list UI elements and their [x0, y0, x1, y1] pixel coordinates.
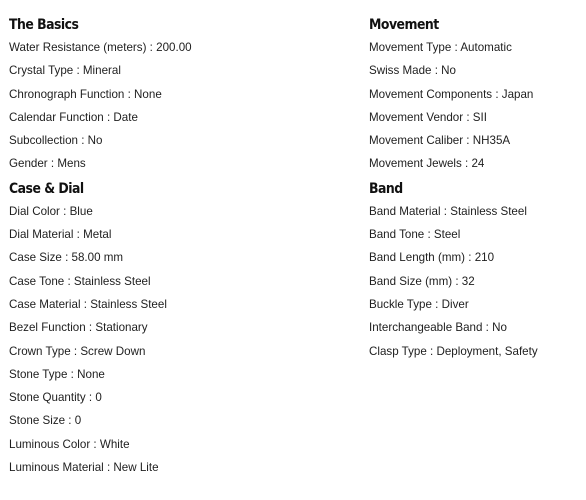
spec-row: [369, 129, 584, 152]
spec-value: Mineral: [82, 64, 121, 78]
spec-separator: :: [431, 297, 442, 311]
spec-label: Chronograph Function: [9, 87, 125, 101]
spec-value: White: [99, 437, 130, 451]
spec-separator: :: [463, 134, 473, 148]
spec-list: [369, 36, 584, 176]
spec-separator: :: [73, 228, 84, 242]
spec-label: Stone Size: [9, 414, 66, 428]
spec-separator: :: [80, 297, 91, 311]
spec-separator: :: [47, 157, 58, 171]
section-band: [369, 178, 584, 363]
spec-separator: :: [90, 437, 100, 451]
spec-label: Band Tone: [369, 228, 425, 242]
spec-value: 200.00: [156, 41, 192, 54]
spec-separator: :: [452, 274, 462, 288]
spec-value: None: [77, 367, 105, 381]
spec-label: Interchangeable Band: [369, 321, 483, 335]
spec-label: Movement Caliber: [369, 134, 464, 148]
spec-row: [369, 83, 584, 106]
spec-separator: :: [465, 251, 475, 265]
spec-value: Diver: [441, 297, 469, 311]
spec-row: [369, 316, 584, 339]
spec-label: Water Resistance (meters): [9, 41, 147, 54]
spec-label: Dial Material: [9, 228, 74, 242]
spec-row: [9, 129, 359, 152]
section-heading: Case & Dial: [9, 180, 84, 197]
spec-separator: :: [61, 251, 72, 265]
spec-label: Movement Jewels: [369, 157, 462, 171]
spec-value: None: [134, 87, 162, 101]
spec-row: [369, 270, 584, 293]
spec-value: 24: [471, 157, 485, 171]
spec-value: Stainless Steel: [90, 297, 167, 311]
spec-list: [9, 200, 359, 480]
spec-separator: :: [124, 87, 135, 101]
spec-value: Deployment, Safety: [436, 344, 538, 358]
spec-label: Movement Vendor: [369, 110, 464, 124]
spec-row: [9, 36, 359, 59]
spec-label: Crown Type: [9, 344, 71, 358]
spec-row: [9, 433, 359, 456]
spec-row: [369, 152, 584, 175]
spec-list: [369, 200, 584, 363]
spec-row: [369, 223, 584, 246]
spec-value: 210: [474, 251, 495, 265]
section-case-dial: [9, 178, 359, 480]
spec-separator: :: [64, 274, 74, 288]
spec-separator: :: [65, 414, 75, 428]
spec-value: Mens: [57, 157, 86, 171]
spec-separator: :: [85, 321, 96, 335]
spec-value: Stainless Steel: [73, 274, 151, 288]
spec-separator: :: [440, 204, 451, 218]
spec-value: Japan: [501, 87, 534, 101]
spec-row: [9, 456, 359, 479]
spec-value: Screw Down: [80, 344, 146, 358]
spec-row: [9, 386, 359, 409]
spec-label: Band Size (mm): [369, 274, 453, 288]
spec-separator: :: [463, 110, 473, 124]
spec-list: [9, 36, 359, 176]
spec-label: Bezel Function: [9, 321, 86, 335]
spec-row: [369, 200, 584, 223]
spec-label: Case Size: [9, 251, 62, 265]
spec-row: [369, 59, 584, 82]
spec-separator: :: [70, 344, 81, 358]
spec-value: 32: [461, 274, 475, 288]
spec-label: Luminous Material: [9, 461, 104, 475]
spec-value: No: [441, 64, 456, 78]
spec-label: Calendar Function: [9, 110, 104, 124]
spec-value: Metal: [83, 228, 112, 242]
spec-row: [9, 59, 359, 82]
spec-value: NH35A: [472, 134, 511, 148]
spec-row: [9, 340, 359, 363]
right-column: [369, 0, 584, 363]
left-column: [9, 0, 359, 479]
spec-separator: :: [77, 134, 88, 148]
section-movement: [369, 14, 584, 176]
spec-row: [9, 223, 359, 246]
spec-row: [9, 106, 359, 129]
spec-row: [9, 246, 359, 269]
spec-value: No: [492, 321, 507, 335]
spec-label: Movement Type: [369, 41, 452, 54]
spec-row: [369, 106, 584, 129]
spec-separator: :: [482, 321, 493, 335]
spec-separator: :: [451, 41, 461, 54]
spec-value: Date: [113, 110, 138, 124]
spec-label: Clasp Type: [369, 344, 427, 358]
spec-row: [369, 36, 584, 59]
spec-separator: :: [59, 204, 70, 218]
spec-separator: :: [424, 228, 434, 242]
spec-separator: :: [103, 461, 114, 475]
spec-label: Stone Type: [9, 367, 68, 381]
section-the-basics: [9, 14, 359, 176]
section-heading: Movement: [369, 17, 439, 33]
spec-row: [9, 316, 359, 339]
spec-row: [369, 246, 584, 269]
spec-separator: :: [431, 64, 442, 78]
spec-row: [9, 270, 359, 293]
spec-label: Stone Quantity: [9, 391, 86, 405]
spec-value: No: [87, 134, 103, 148]
spec-separator: :: [67, 367, 78, 381]
spec-row: [369, 293, 584, 316]
spec-label: Gender: [9, 157, 48, 171]
spec-label: Case Material: [9, 297, 81, 311]
spec-value: 58.00 mm: [71, 251, 124, 265]
section-heading: Band: [369, 180, 403, 197]
spec-label: Crystal Type: [9, 64, 74, 78]
spec-row: [9, 152, 359, 175]
spec-separator: :: [103, 110, 114, 124]
spec-separator: :: [426, 344, 437, 358]
spec-value: New Lite: [113, 461, 159, 475]
spec-label: Subcollection: [9, 134, 78, 148]
spec-row: [369, 340, 584, 363]
spec-label: Dial Color: [9, 204, 60, 218]
spec-separator: :: [461, 157, 472, 171]
spec-label: Luminous Color: [9, 437, 91, 451]
spec-row: [9, 363, 359, 386]
spec-label: Band Material: [369, 204, 441, 218]
spec-value: Stainless Steel: [450, 204, 527, 218]
spec-value: Blue: [69, 204, 93, 218]
spec-label: Case Tone: [9, 274, 65, 288]
spec-row: [9, 409, 359, 432]
spec-separator: :: [492, 87, 502, 101]
spec-row: [9, 83, 359, 106]
spec-separator: :: [85, 391, 96, 405]
spec-value: 0: [95, 391, 102, 405]
spec-separator: :: [146, 41, 157, 54]
spec-separator: :: [73, 64, 83, 78]
spec-label: Movement Components: [369, 87, 493, 101]
spec-row: [9, 200, 359, 223]
spec-value: SII: [472, 110, 487, 124]
spec-value: Stationary: [95, 321, 148, 335]
section-heading: The Basics: [9, 17, 79, 33]
spec-value: 0: [74, 414, 82, 428]
spec-label: Buckle Type: [369, 297, 432, 311]
spec-value: Steel: [433, 228, 461, 242]
spec-label: Swiss Made: [369, 64, 432, 78]
spec-value: Automatic: [460, 41, 512, 54]
spec-label: Band Length (mm): [369, 251, 466, 265]
spec-row: [9, 293, 359, 316]
